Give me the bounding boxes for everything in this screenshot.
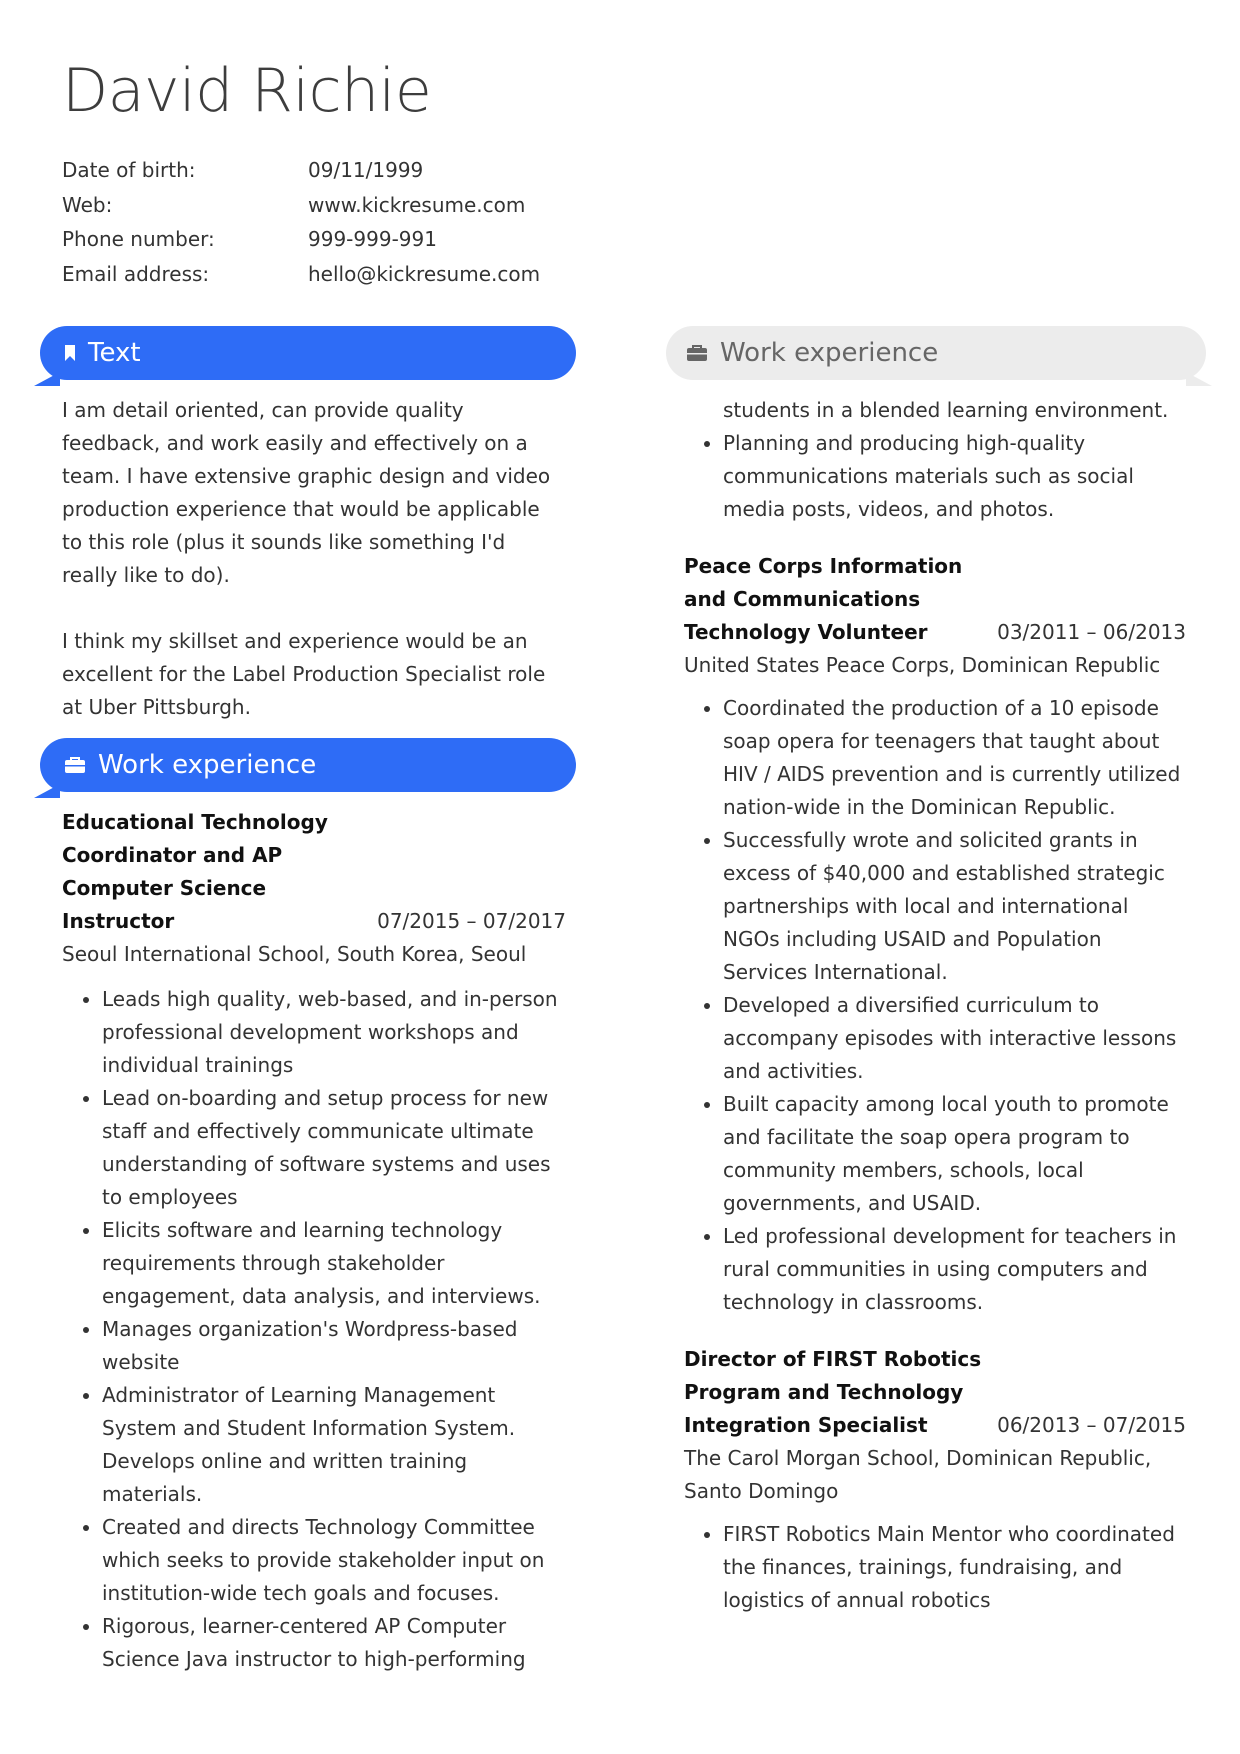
info-row xyxy=(62,193,540,228)
job-entry xyxy=(666,550,1206,1319)
info-label: Web: xyxy=(62,192,113,217)
list-item: • Leads high quality, web-based, and in-person professional development workshops and individual trainings xyxy=(102,983,566,1082)
job-bullets xyxy=(62,983,566,1676)
list-item: • Created and directs Technology Committee which seeks to provide stakeholder input on institution-wide tech goals and focuses. xyxy=(102,1511,566,1610)
list-item: • Lead on-boarding and setup process for new staff and effectively communicate ultimate understanding of software systems and uses to employees xyxy=(102,1082,566,1214)
job-organization: Seoul International School, South Korea, Seoul xyxy=(62,942,527,966)
job-continuation xyxy=(666,394,1206,526)
info-value: www.kickresume.com xyxy=(308,192,526,217)
list-item: • Built capacity among local youth to promote and facilitate the soap opera program to community members, schools, local governments, and USAID. xyxy=(723,1088,1186,1220)
info-label: Date of birth: xyxy=(62,158,196,182)
section-title: Work experience xyxy=(720,338,939,368)
section-title: Work experience xyxy=(98,750,317,780)
briefcase-icon xyxy=(686,344,708,362)
briefcase-icon xyxy=(64,756,86,774)
info-value: 09/11/1999 xyxy=(308,158,424,182)
list-item: • Led professional development for teachers in rural communities in using computers and technology in classrooms. xyxy=(723,1220,1186,1319)
job-dates: 03/2011 – 06/2013 xyxy=(997,620,1186,644)
summary-paragraph: I am detail oriented, can provide quality feedback, and work easily and effectively on a team. I have extensive graphic design and video production experience that would be applicable to this role (plus it sounds like something I'd really like to do). xyxy=(62,398,551,587)
text-section-header xyxy=(40,326,576,380)
job-bullets xyxy=(684,1518,1186,1617)
list-item: • FIRST Robotics Main Mentor who coordinated the finances, trainings, fundraising, and logistics of annual robotics xyxy=(723,1518,1186,1617)
info-value: 999-999-991 xyxy=(308,227,437,251)
candidate-name: David Richie xyxy=(62,56,432,126)
info-row xyxy=(62,158,540,193)
info-label: Phone number: xyxy=(62,227,215,251)
list-item: • Coordinated the production of a 10 episode soap opera for teenagers that taught about HIV / AIDS prevention and is currently utilized nation-wide in the Dominican Republic. xyxy=(723,692,1186,824)
list-item: • Successfully wrote and solicited grants in excess of $40,000 and established strategic partnerships with local and international NGOs including USAID and Population Services International. xyxy=(723,824,1186,989)
list-item: • Elicits software and learning technology requirements through stakeholder engagement, data analysis, and interviews. xyxy=(102,1214,566,1313)
list-item: • Rigorous, learner-centered AP Computer Science Java instructor to high-performing xyxy=(102,1610,566,1676)
section-title: Text xyxy=(88,338,141,368)
job-dates: 06/2013 – 07/2015 xyxy=(997,1413,1186,1437)
job-entry xyxy=(666,1343,1206,1617)
personal-info xyxy=(62,158,540,296)
job-bullets xyxy=(684,427,1186,526)
job-title: Technology Volunteer xyxy=(684,620,928,644)
right-column xyxy=(666,326,1206,1617)
job-dates: 07/2015 – 07/2017 xyxy=(377,909,566,933)
left-column xyxy=(40,326,576,1676)
job-bullets xyxy=(684,692,1186,1319)
job-title: Director of FIRST Robotics xyxy=(684,1347,982,1371)
job-title: Educational Technology Coordinator and AP Computer Science Instructor xyxy=(62,810,328,933)
job-organization: United States Peace Corps, Dominican Republic xyxy=(684,653,1161,677)
work-experience-header-continued xyxy=(666,326,1206,380)
work-experience-header xyxy=(40,738,576,792)
summary-paragraph: I think my skillset and experience would be an excellent for the Label Production Specialist role at Uber Pittsburgh. xyxy=(62,629,546,719)
info-value: hello@kickresume.com xyxy=(308,261,541,286)
info-row xyxy=(62,227,540,262)
bookmark-icon xyxy=(64,344,76,362)
list-item: • Developed a diversified curriculum to accompany episodes with interactive lessons and activities. xyxy=(723,989,1186,1088)
continued-text: students in a blended learning environment. xyxy=(723,398,1169,422)
job-entry xyxy=(40,806,576,1676)
job-title: Integration Specialist xyxy=(684,1413,928,1437)
job-title: Peace Corps Information xyxy=(684,554,963,578)
list-item: • Administrator of Learning Management System and Student Information System. Develops online and written training materials. xyxy=(102,1379,566,1511)
list-item: • Planning and producing high-quality communications materials such as social media posts, videos, and photos. xyxy=(723,427,1186,526)
job-organization: The Carol Morgan School, Dominican Republic, Santo Domingo xyxy=(684,1446,1152,1503)
info-label: Email address: xyxy=(62,261,210,286)
job-title: Program and Technology xyxy=(684,1380,964,1404)
list-item: • Manages organization's Wordpress-based website xyxy=(102,1313,566,1379)
job-title: and Communications xyxy=(684,587,921,611)
info-row xyxy=(62,262,540,297)
